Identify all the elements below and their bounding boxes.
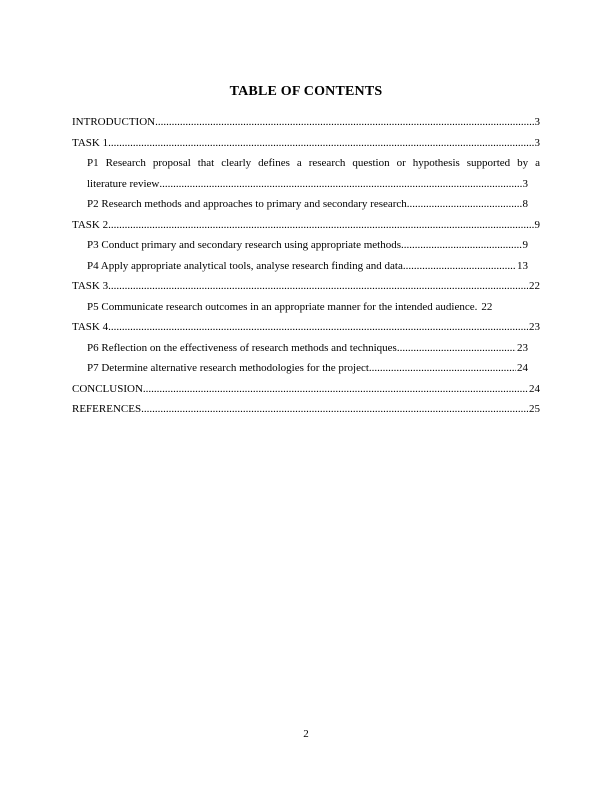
toc-label: P6 Reflection on the effectiveness of research methods and techniques [87, 341, 397, 354]
toc-entry-task-3[interactable] [72, 276, 540, 297]
dot-leader [108, 133, 533, 154]
toc-page-number: 3 [534, 136, 540, 149]
toc-entry-p7[interactable] [87, 358, 528, 379]
dot-leader [159, 174, 521, 195]
dot-leader [407, 194, 522, 215]
dot-leader [397, 338, 516, 359]
toc-label: P7 Determine alternative research methodologies for the project [87, 362, 369, 374]
toc-entry-introduction[interactable] [72, 112, 540, 133]
toc-entry-conclusion[interactable] [72, 379, 540, 400]
toc-page-number: 23 [529, 321, 540, 333]
toc-page-number: 9 [534, 218, 540, 231]
dot-leader [143, 379, 528, 400]
toc-entry-task-2[interactable] [72, 215, 540, 236]
dot-leader [108, 276, 528, 297]
toc-entry-p2[interactable] [87, 194, 528, 215]
toc-label: P5 Communicate research outcomes in an appropriate manner for the intended audience. [87, 300, 478, 313]
toc-page-number: 24 [529, 382, 540, 395]
toc-page-number: 23 [517, 341, 528, 354]
toc-label: literature review [87, 177, 160, 190]
toc-label: P3 Conduct primary and secondary research using appropriate methods [87, 239, 402, 251]
toc-page-number: 3 [534, 116, 540, 128]
dot-leader [108, 317, 528, 338]
toc-label: REFERENCES [72, 403, 142, 415]
toc-page-number: 22 [481, 300, 493, 313]
toc-page-number: 9 [522, 239, 528, 251]
dot-leader [403, 256, 516, 277]
toc-page-number: 24 [517, 362, 528, 374]
toc-label: P4 Apply appropriate analytical tools, analyse research finding and data [87, 259, 403, 272]
dot-leader [401, 235, 521, 256]
toc-entry-p6[interactable] [87, 338, 528, 359]
toc-entry-references[interactable] [72, 399, 540, 420]
toc-label: CONCLUSION [72, 382, 143, 395]
toc-label: TASK 2 [72, 218, 109, 231]
dot-leader [155, 112, 533, 133]
dot-leader [141, 399, 528, 420]
toc-page-number: 25 [529, 403, 540, 415]
dot-leader [369, 358, 516, 379]
toc-entry-p5[interactable] [87, 297, 540, 318]
toc-label: TASK 4 [72, 321, 109, 333]
page-title: TABLE OF CONTENTS [229, 84, 383, 99]
toc-label: INTRODUCTION [72, 116, 156, 128]
toc-label: P2 Research methods and approaches to primary and secondary research [87, 198, 407, 210]
toc-page-number: 13 [517, 259, 528, 272]
toc-label: TASK 1 [72, 136, 109, 149]
toc-entry-p1-line-2[interactable] [87, 174, 528, 195]
dot-leader [108, 215, 533, 236]
toc-entry-p3[interactable] [87, 235, 528, 256]
toc-entry-p4[interactable] [87, 256, 528, 277]
page-number: 2 [303, 728, 309, 740]
table-of-contents [72, 112, 540, 420]
toc-entry-task-4[interactable] [72, 317, 540, 338]
toc-page-number: 8 [522, 198, 528, 210]
toc-label: TASK 3 [72, 280, 109, 292]
toc-page-number: 3 [522, 177, 528, 190]
toc-entry-task-1[interactable] [72, 133, 540, 154]
toc-entry-p1-line-1[interactable]: P1 Research proposal that clearly defines a research question or hypothesis supported by a [87, 157, 540, 169]
toc-page-number: 22 [529, 280, 540, 292]
